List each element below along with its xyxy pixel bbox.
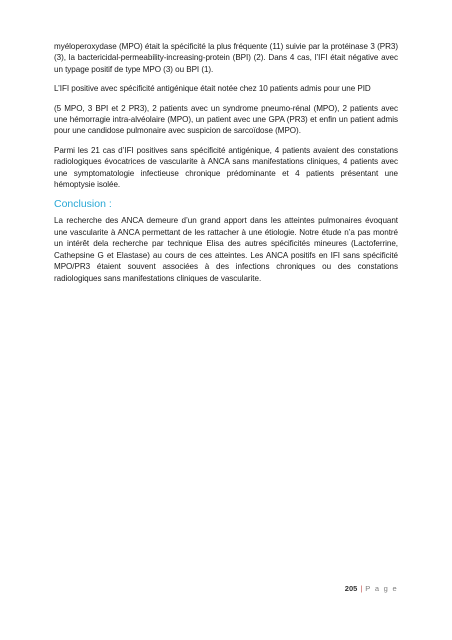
page-content — [54, 41, 398, 292]
body-paragraph-4: Parmi les 21 cas d’IFI positives sans spécificité antigénique, 4 patients avaient des constations radiologiques évocatrices de vascularite à ANCA sans manifestations cliniques, 4 patients avec une symptomatologie infectieuse chronique prédominante et 4 patients présentant une hémoptysie isolée. — [54, 145, 398, 190]
body-paragraph-1: myéloperoxydase (MPO) était la spécificité la plus fréquente (11) suivie par la protéinase 3 (PR3) (3), la bactericidal-permeability-increasing-protein (BPI) (2). Dans 4 cas, l’IFI était négative avec un typage positif de type MPO (3) ou BPI (1). — [54, 42, 398, 74]
body-paragraph-3: (5 MPO, 3 BPI et 2 PR3), 2 patients avec un syndrome pneumo-rénal (MPO), 2 patients avec une hémorragie intra-alvéolaire (MPO), un patient avec une GPA (PR3) et enfin un patient admis pour une candidose pulmonaire avec suspicion de sarcoïdose (MPO). — [54, 103, 398, 136]
page-label: P a g e — [365, 584, 398, 593]
conclusion-paragraph: La recherche des ANCA demeure d’un grand apport dans les atteintes pulmonaires évoquant une vascularite à ANCA permettant de les rattacher à une étiologie. Notre étude n’a pas montré un intérêt dela recherche par technique Elisa des autres spécificités mineures (Lactoferrine, Cathepsine G et Elastase) au cours de ces atteintes. Les ANCA positifs en IFI sans spécificité MPO/PR3 étaient souvent associées à des infections chroniques ou des constations radiologiques sans manifestations cliniques de vascularite. — [54, 216, 398, 283]
body-paragraph-2: L’IFI positive avec spécificité antigénique était notée chez 10 patients admis pour une PID — [54, 84, 371, 94]
page-footer — [345, 584, 398, 593]
page-number: 205 — [344, 584, 358, 593]
footer-separator: | — [360, 584, 363, 593]
conclusion-heading: Conclusion : — [54, 198, 112, 211]
